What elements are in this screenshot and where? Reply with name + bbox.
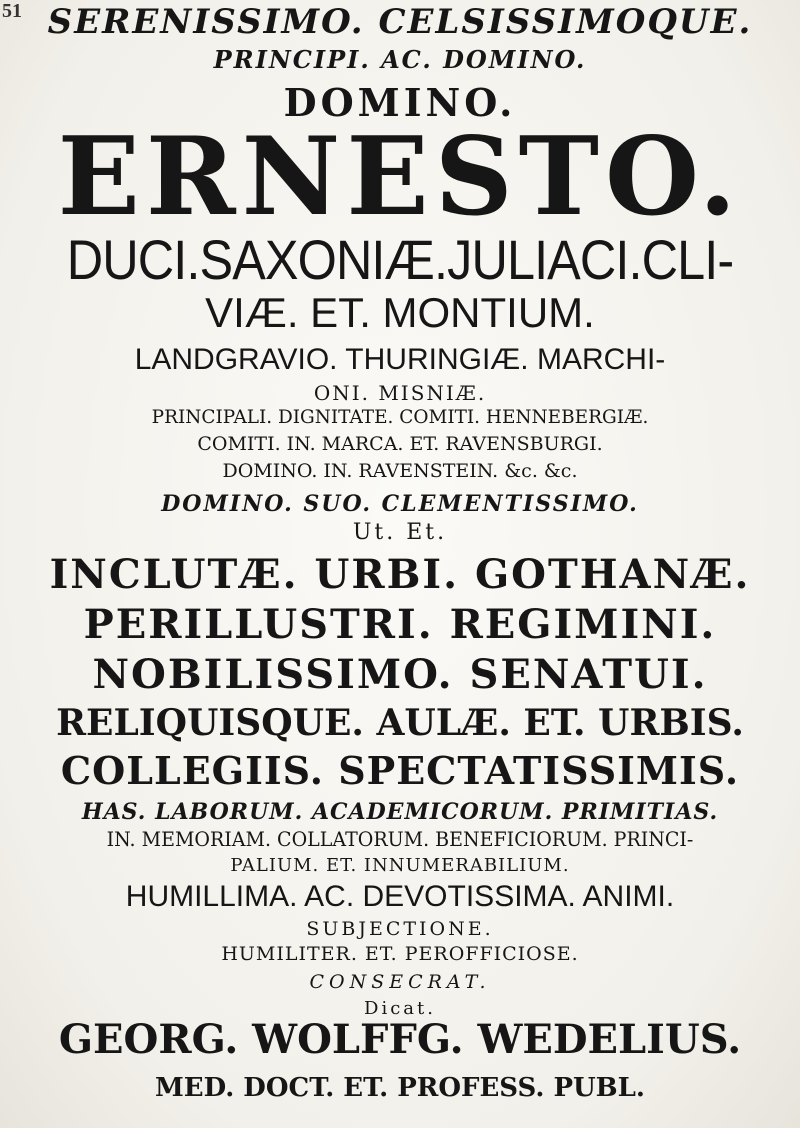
line-principali: PRINCIPALI. DIGNITATE. COMITI. HENNEBERGIÆ. — [151, 406, 649, 428]
line-inclutae-urbi: INCLUTÆ. URBI. GOTHANÆ. — [49, 551, 751, 598]
line-perillustri: PERILLUSTRI. REGIMINI. — [83, 601, 717, 648]
line-ravenstein: DOMINO. IN. RAVENSTEIN. &c. &c. — [222, 460, 578, 482]
line-has-laborum: HAS. LABORUM. ACADEMICORUM. PRIMITIAS. — [81, 799, 719, 825]
line-author: GEORG. WOLFFG. WEDELIUS. — [58, 1016, 742, 1063]
line-landgravio: LANDGRAVIO. THURINGIÆ. MARCHI- — [134, 343, 666, 376]
line-palium: PALIUM. ET. INNUMERABILIUM. — [230, 855, 570, 876]
line-nobilissimo: NOBILISSIMO. SENATUI. — [92, 651, 708, 698]
line-dicat: Dicat. — [364, 998, 436, 1019]
line-comiti-marca: COMITI. IN. MARCA. ET. RAVENSBURGI. — [197, 433, 603, 455]
line-in-memoriam: IN. MEMORIAM. COLLATORUM. BENEFICIORUM. PRINCI- — [106, 827, 694, 851]
line-author-title: MED. DOCT. ET. PROFESS. PUBL. — [154, 1073, 645, 1103]
line-domino: DOMINO. — [283, 80, 517, 125]
line-ernesto: ERNESTO. — [57, 114, 743, 240]
line-humillima: HUMILLIMA. AC. DEVOTISSIMA. ANIMI. — [125, 880, 675, 913]
line-domino-suo: DOMINO. SUO. CLEMENTISSIMO. — [161, 491, 639, 517]
line-duci-saxoniae: DUCI.SAXONIÆ.JULIACI.CLI- — [66, 228, 734, 291]
corner-mark: 51 — [2, 0, 22, 22]
line-ut-et: Ut. Et. — [352, 520, 448, 545]
line-reliquisque: RELIQUISQUE. AULÆ. ET. URBIS. — [56, 702, 744, 744]
line-subjectione: SUBJECTIONE. — [306, 918, 494, 940]
line-viae-montium: VIÆ. ET. MONTIUM. — [205, 289, 595, 336]
line-collegiis: COLLEGIIS. SPECTATISSIMIS. — [60, 748, 740, 793]
line-oni-misniae: ONI. MISNIÆ. — [313, 381, 487, 405]
line-serenissimo: SERENISSIMO. CELSISSIMOQUE. — [47, 2, 753, 42]
line-principi: PRINCIPI. AC. DOMINO. — [213, 45, 587, 74]
line-consecrat: CONSECRAT. — [309, 971, 491, 993]
line-humiliter: HUMILITER. ET. PEROFFICIOSE. — [221, 943, 579, 965]
